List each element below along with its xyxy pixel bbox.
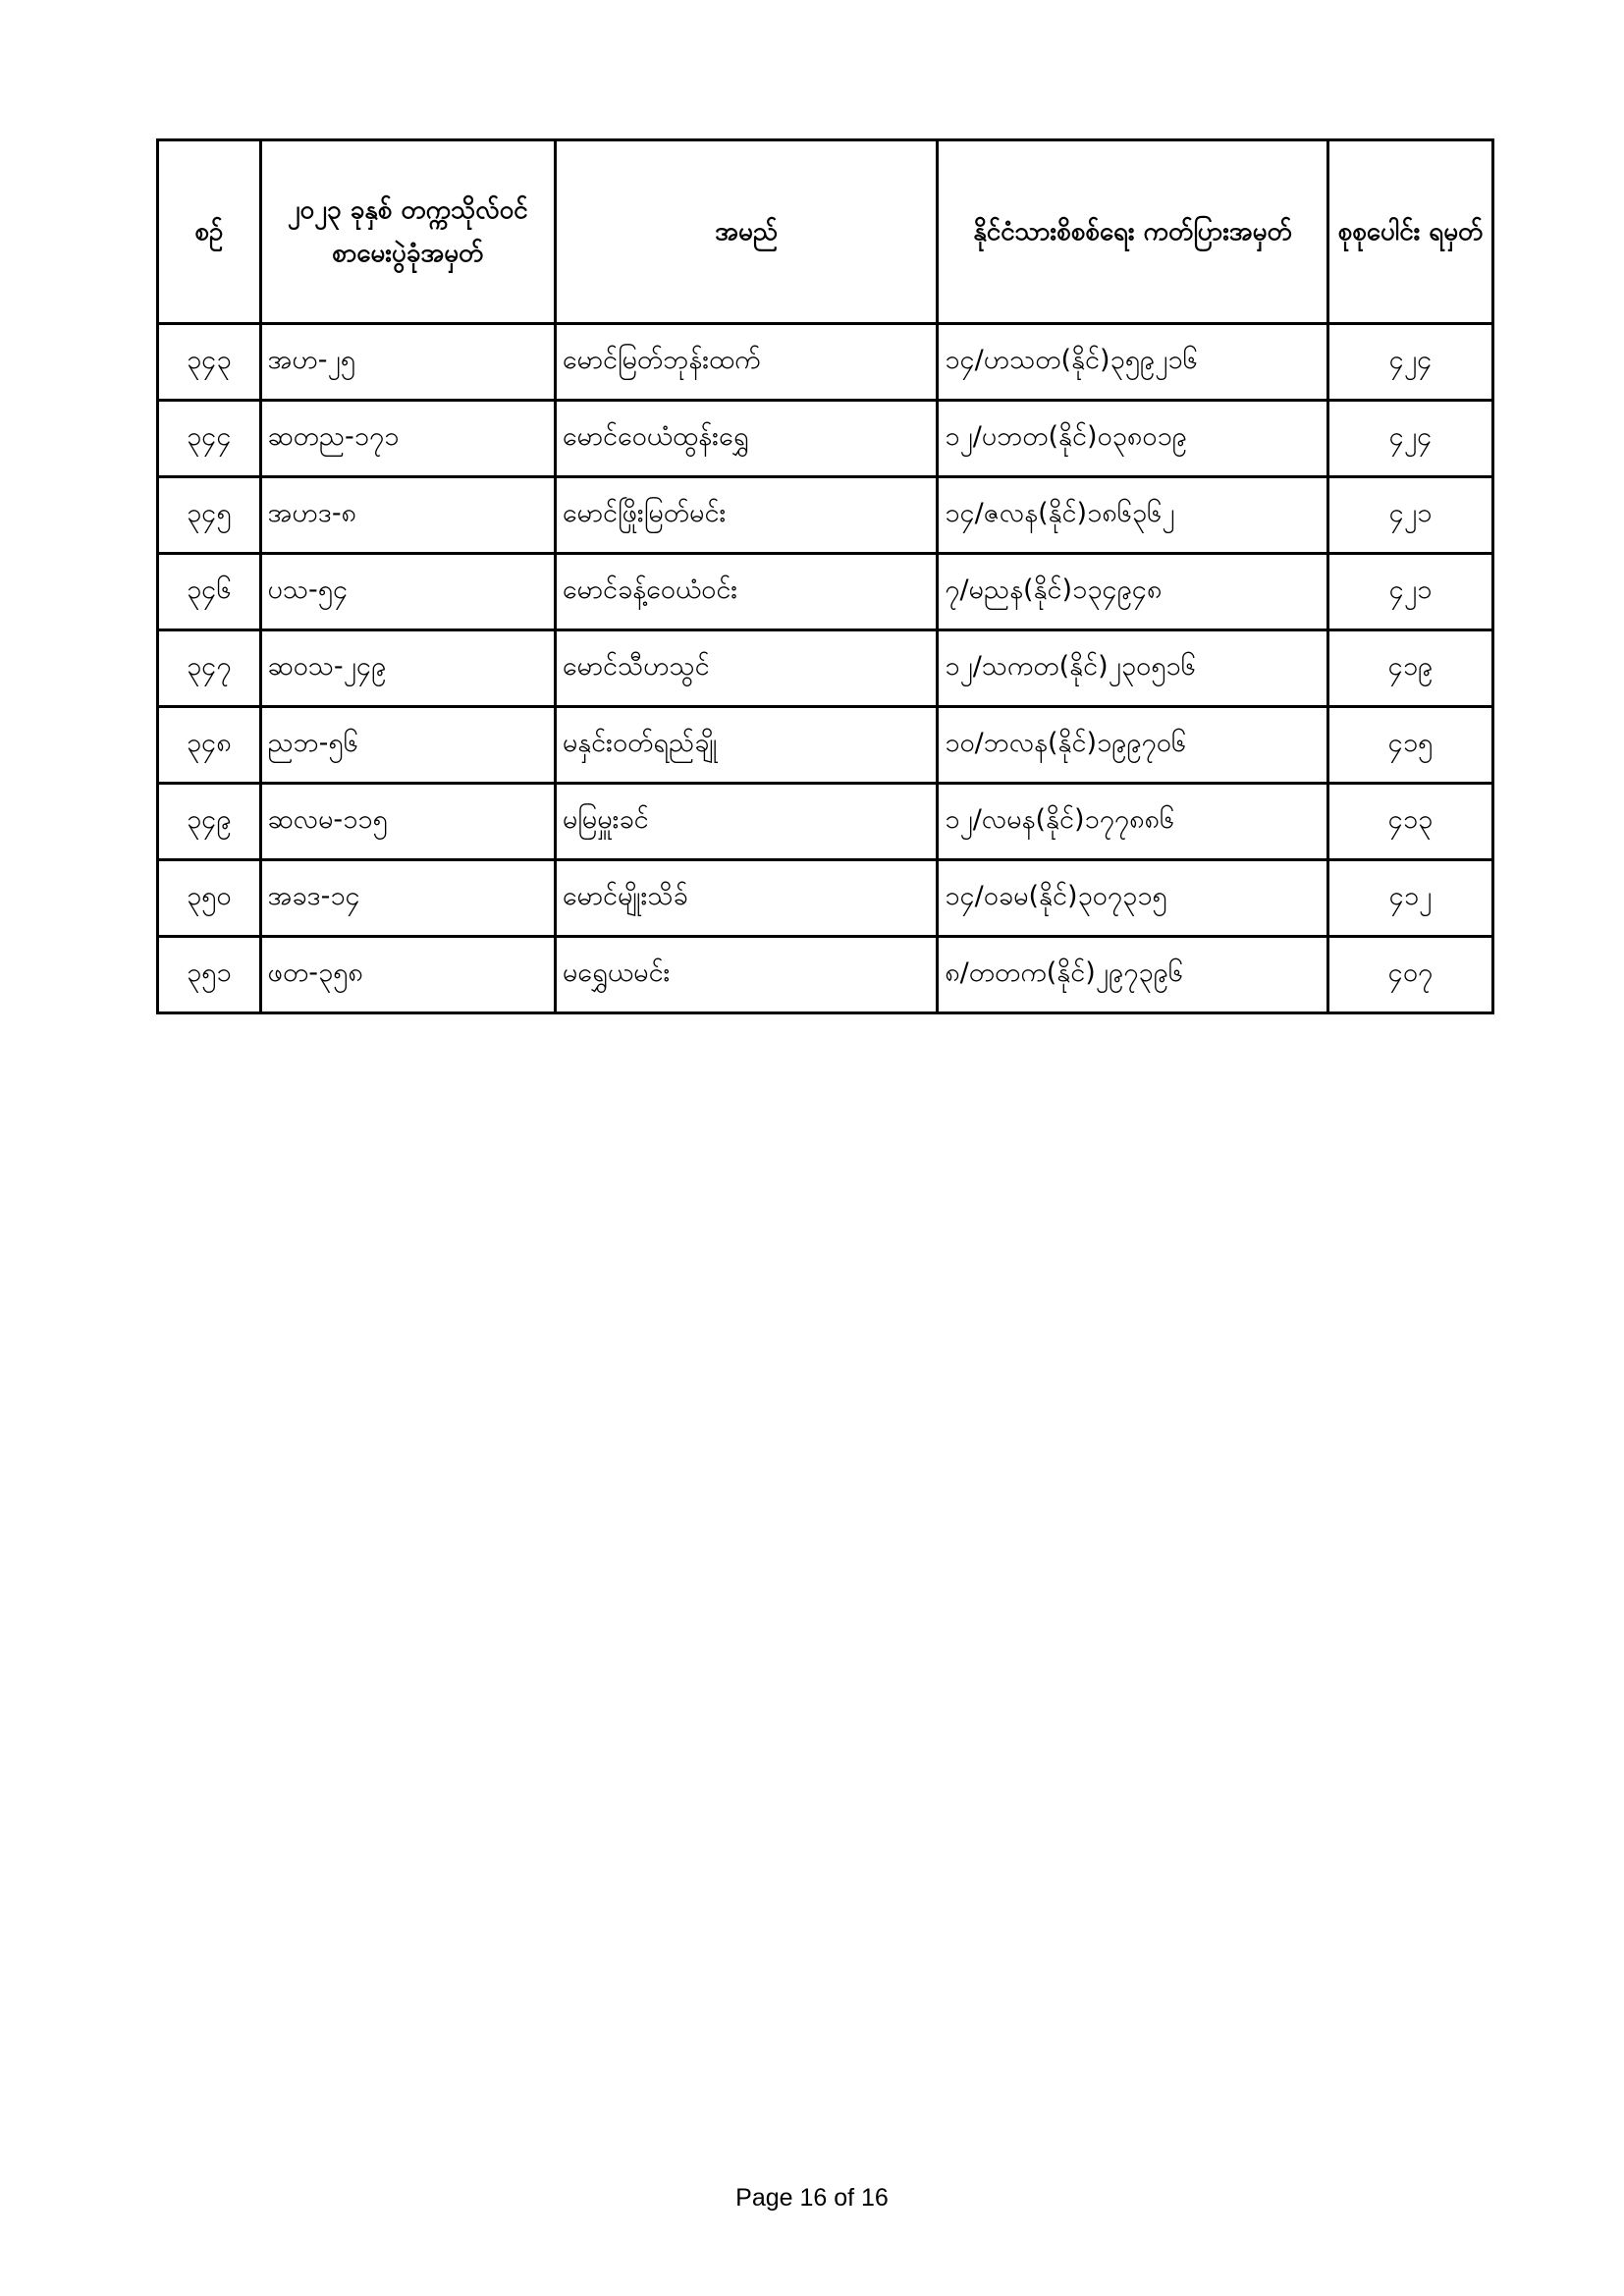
cell-nrc: ၈/တတက(နိုင်)၂၉၇၃၉၆ [938,937,1328,1013]
cell-serial-number: ၃၄၇ [158,630,261,707]
cell-nrc: ၇/မညန(နိုင်)၁၃၄၉၄၈ [938,554,1328,630]
cell-total: ၄၁၅ [1327,707,1492,784]
cell-nrc: ၁၄/ဝခမ(နိုင်)၃၀၇၃၁၅ [938,860,1328,937]
cell-serial-number: ၃၄၃ [158,324,261,401]
cell-name: မနှင်းဝတ်ရည်ချို [555,707,937,784]
cell-total: ၄၂၄ [1327,401,1492,477]
cell-name: မရွှေယမင်း [555,937,937,1013]
header-name: အမည် [555,140,937,324]
cell-name: မောင်မြတ်ဘုန်းထက် [555,324,937,401]
results-table [156,138,1494,1014]
cell-total: ၄၂၁ [1327,554,1492,630]
cell-total: ၄၂၄ [1327,324,1492,401]
table-row [158,630,1493,707]
cell-serial-number: ၃၄၈ [158,707,261,784]
cell-name: မောင်မျိုးသိခ် [555,860,937,937]
table-row [158,554,1493,630]
cell-roll-number: အခဒ-၁၄ [260,860,555,937]
cell-serial-number: ၃၅၀ [158,860,261,937]
cell-total: ၄၀၇ [1327,937,1492,1013]
cell-roll-number: ဖတ-၃၅၈ [260,937,555,1013]
cell-nrc: ၁၄/ဟသတ(နိုင်)၃၅၉၂၁၆ [938,324,1328,401]
table-row [158,937,1493,1013]
cell-total: ၄၁၉ [1327,630,1492,707]
cell-roll-number: အဟဒ-၈ [260,477,555,554]
cell-roll-number: ပသ-၅၄ [260,554,555,630]
cell-serial-number: ၃၄၅ [158,477,261,554]
table-row [158,707,1493,784]
table-row [158,324,1493,401]
table-row [158,477,1493,554]
cell-nrc: ၁၄/ဇလန(နိုင်)၁၈၆၃၆၂ [938,477,1328,554]
cell-serial-number: ၃၄၆ [158,554,261,630]
table-row [158,401,1493,477]
cell-roll-number: ဆဝသ-၂၄၉ [260,630,555,707]
cell-name: မောင်သီဟသွင် [555,630,937,707]
header-total-marks: စုစုပေါင်း ရမှတ် [1327,140,1492,324]
cell-roll-number: ညဘ-၅၆ [260,707,555,784]
cell-nrc: ၁၂/လမန(နိုင်)၁၇၇၈၈၆ [938,784,1328,860]
cell-total: ၄၁၂ [1327,860,1492,937]
table-row [158,784,1493,860]
header-nrc-number: နိုင်ငံသားစိစစ်ရေး ကတ်ပြားအမှတ် [938,140,1328,324]
cell-total: ၄၁၃ [1327,784,1492,860]
header-exam-roll-number: ၂၀၂၃ ခုနှစ် တက္ကသိုလ်ဝင် စာမေးပွဲခုံအမှတ် [260,140,555,324]
page-number-footer: Page 16 of 16 [735,2184,889,2212]
cell-total: ၄၂၁ [1327,477,1492,554]
table-header-row [158,140,1493,324]
cell-serial-number: ၃၄၄ [158,401,261,477]
cell-name: မမြမှူးခင် [555,784,937,860]
cell-name: မောင်ခန့်ဝေယံဝင်း [555,554,937,630]
cell-serial-number: ၃၅၁ [158,937,261,1013]
table-row [158,860,1493,937]
cell-roll-number: အဟ-၂၅ [260,324,555,401]
cell-name: မောင်ဝေယံထွန်းရွှေ [555,401,937,477]
cell-name: မောင်ဖြိုးမြတ်မင်း [555,477,937,554]
cell-nrc: ၁၀/ဘလန(နိုင်)၁၉၉၇၀၆ [938,707,1328,784]
cell-nrc: ၁၂/ပဘတ(နိုင်)၀၃၈၀၁၉ [938,401,1328,477]
cell-serial-number: ၃၄၉ [158,784,261,860]
cell-roll-number: ဆတည-၁၇၁ [260,401,555,477]
cell-nrc: ၁၂/သကတ(နိုင်)၂၃၀၅၁၆ [938,630,1328,707]
cell-roll-number: ဆလမ-၁၁၅ [260,784,555,860]
header-serial-number: စဉ် [158,140,261,324]
